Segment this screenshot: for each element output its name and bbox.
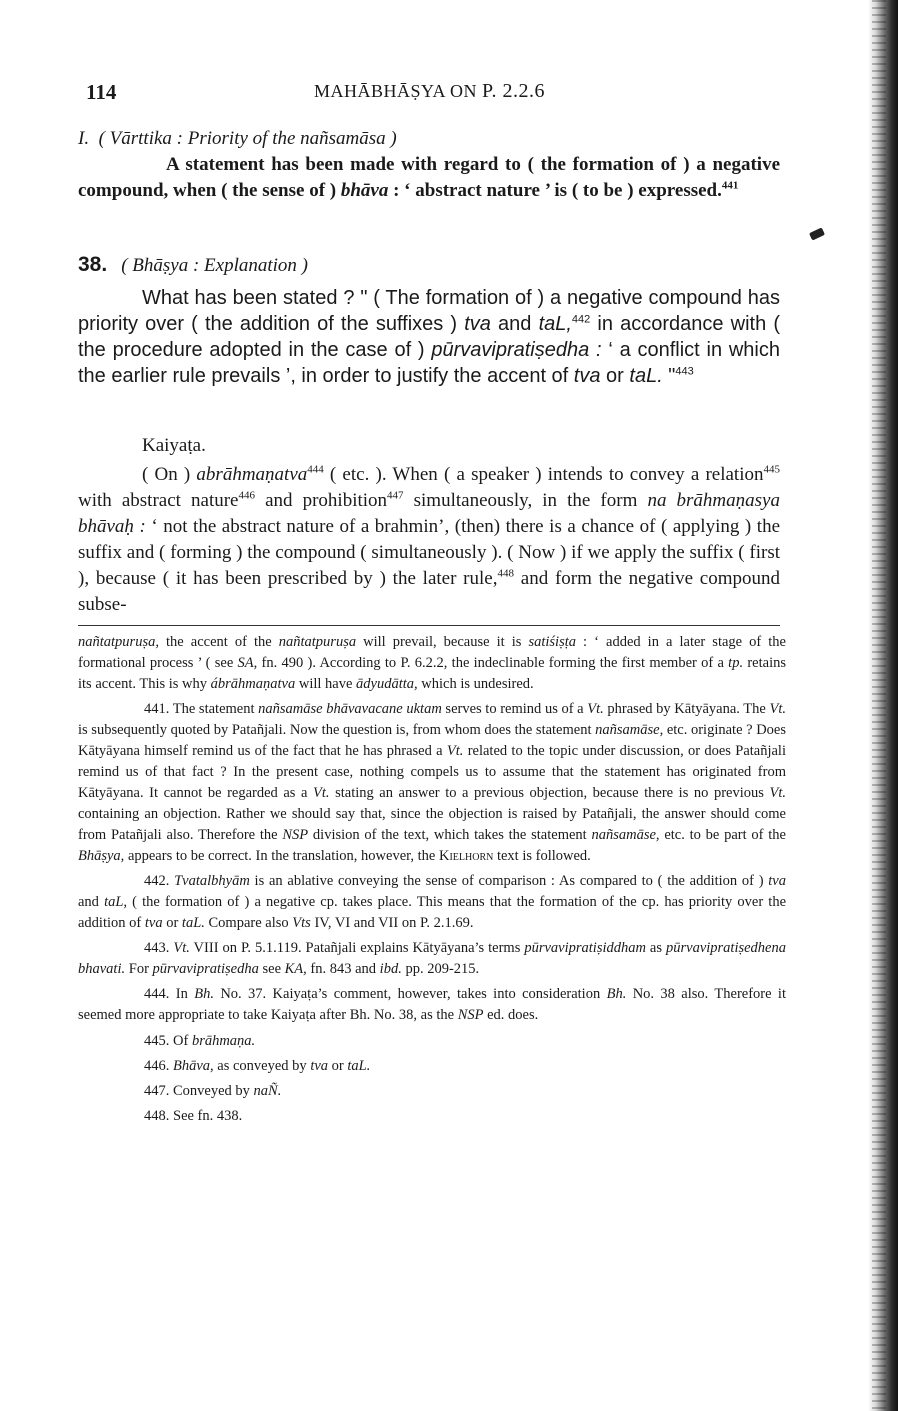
running-title: MAHĀBHĀṢYA ON P. 2.2.6 (314, 80, 545, 102)
varttika-number: I. (78, 128, 90, 149)
footnote-445: 445. Of brāhmaṇa. (144, 1033, 256, 1049)
footnote-ref: 441 (721, 179, 739, 192)
page-header (82, 78, 782, 108)
varttika-label: ( Vārttika : Priority of the nañsamāsa ) (98, 128, 397, 149)
bhasya-heading (78, 252, 780, 279)
bhasya-label: ( Bhāṣya : Explanation ) (121, 255, 308, 276)
footnote-divider (78, 625, 780, 626)
footnotes (78, 632, 786, 1126)
footnote-ref: 443 (675, 365, 694, 378)
varttika-text: A statement has been made with regard to ( the formation of ) a negative compound, when ( the sense of ) bhāva : ‘ abstract nature ’ is ( to be ) expressed.$^{441}$ (78, 154, 780, 201)
varttika-heading (78, 126, 780, 152)
footnote-ref: 442 (571, 313, 591, 326)
bhasya-number: 38. (78, 253, 108, 276)
page-binding-shadow (868, 0, 898, 1411)
page-number: 114 (86, 80, 117, 104)
footnote-448: 448. See fn. 438. (144, 1108, 243, 1124)
bhasya-text: What has been stated ? " ( The formation of ) a negative compound has priority over ( the addition of the suffixes ) tva and taL,$^{442}$ in accordance with ( the procedure adopted in the case of ) pūrvavipratiṣedha : ‘ a conflict in which the earlier rule prevails ’, in order to justify the accent of tva or taL. "$^{443}$ (78, 287, 781, 387)
footnote-continuation: nañtatpuruṣa, the accent of the nañtatpuruṣa will prevail, because it is satiśiṣṭa : ‘ added in a later stage of the formational process ’ ( see SA, fn. 490 ). According to P. 6.2.2, the indeclinable forming the first member of a tp. retains its accent. This is why ábrāhmaṇatva will have ādyudātta, which is undesired. (78, 634, 786, 692)
footnote-442: 442. Tvatalbhyām is an ablative conveying the sense of comparison : As compared to ( the addition of ) tva and taL, ( the formation of ) a negative cp. takes place. This means that the formation of the cp. has priority over the addition of tva or taL. Compare also Vts IV, VI and VII on P. 2.1.69. (78, 873, 787, 931)
kaiyata-text: ( On ) abrāhmaṇatva$^{444}$ ( etc. ). When ( a speaker ) intends to convey a relation$^{445}$ with abstract nature$^{446}$ and prohibition$^{447}$ simultaneously, in the form na brāhmaṇasya bhāvaḥ : ‘ not the abstract nature of a brahmin’, (then) there is a chance of ( applying ) the suffix and ( forming ) the compound ( simultaneously ). ( Now ) if we apply the suffix ( first ), because ( it has been prescribed by ) the later rule,$^{448}$ and form the negative compound subse- (78, 463, 780, 615)
section-reference: P. 2.2.6 (482, 80, 545, 102)
footnote-443: 443. Vt. VIII on P. 5.1.119. Patañjali explains Kātyāyana’s terms pūrvavipratiṣiddham as pūrvavipratiṣedhena bhavati. For pūrvavipratiṣedha see KA, fn. 843 and ibd. pp. 209-215. (78, 940, 786, 977)
footnote-444: 444. In Bh. No. 37. Kaiyaṭa’s comment, however, takes into consideration Bh. No. 38 also. Therefore it seemed more appropriate to take Kaiyaṭa after Bh. No. 38, as the NSP ed. does. (78, 986, 786, 1023)
footnote-446: 446. Bhāva, as conveyed by tva or taL. (144, 1058, 371, 1074)
footnote-441: 441. The statement nañsamāse bhāvavacane uktam serves to remind us of a Vt. phrased by Kātyāyana. The Vt. is subsequently quoted by Patañjali. Now the question is, from whom does the statement nañsamāse, etc. originate ? Does Kātyāyana himself remind us of the fact that he has phrased a Vt. related to the topic under discussion, or does Patañjali remind us of that fact ? In the present case, nothing compels us to assume that the statement has originated from Kātyāyana. It cannot be regarded as a Vt. stating an answer to a previous objection, because there is no previous Vt. containing an objection. Rather we should say that, since the objection is raised by Patañjali, the answer should come from Patañjali also. Therefore the NSP division of the text, which takes the statement nañsamāse, etc. to be part of the Bhāṣya, appears to be correct. In the translation, however, the Kielhorn text is followed. (78, 701, 787, 864)
footnote-447: 447. Conveyed by naÑ. (144, 1083, 282, 1099)
ink-blot (809, 227, 825, 240)
kaiyata-heading: Kaiyaṭa. (142, 435, 206, 456)
